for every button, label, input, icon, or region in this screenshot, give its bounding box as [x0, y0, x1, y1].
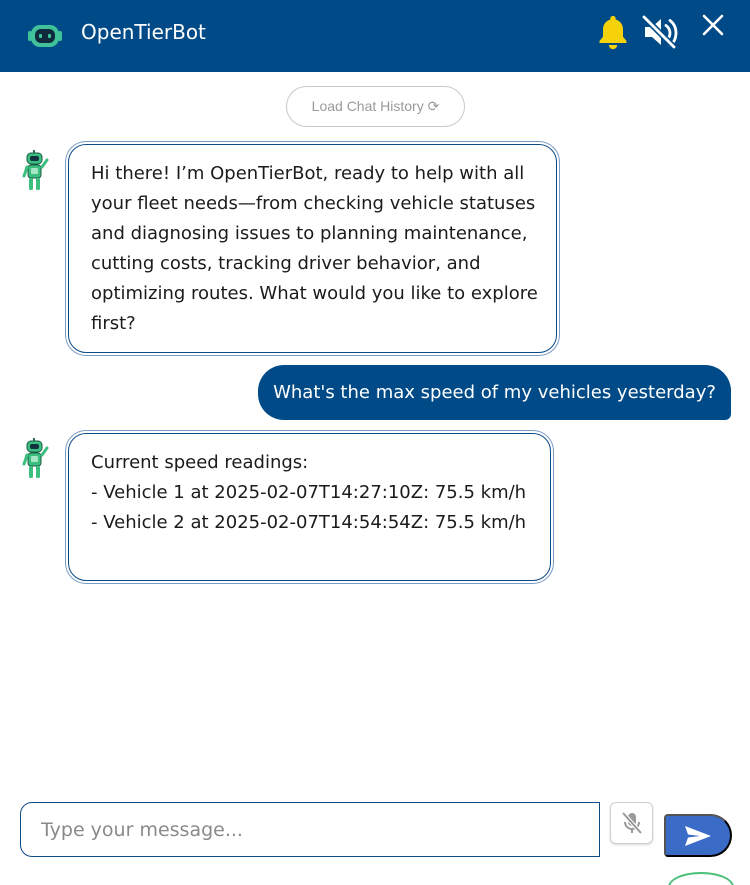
mic-button[interactable] [610, 802, 653, 844]
mic-off-icon [621, 811, 643, 835]
floating-launcher-edge [668, 872, 734, 885]
user-message-text: What's the max speed of my vehicles yesterday? [273, 382, 716, 403]
bot-avatar-icon [22, 438, 50, 480]
bot-message-line: - Vehicle 2 at 2025-02-07T14:54:54Z: 75.5 km/h [91, 512, 527, 533]
message-input-container [20, 802, 600, 857]
bot-message: Hi there! I’m OpenTierBot, ready to help with all your fleet needs—from checking vehicle statuses and diagnosing issues to planning maintenance, cutting costs, tracking driver behavior, and optimizing routes. What would you like to explore first? [68, 144, 557, 353]
message-input[interactable] [21, 803, 599, 856]
speaker-muted-icon[interactable] [640, 13, 678, 51]
send-button[interactable] [664, 814, 732, 857]
chat-header [0, 0, 750, 72]
bell-icon[interactable] [596, 13, 630, 51]
user-message [258, 365, 731, 420]
send-icon [684, 824, 712, 848]
close-icon[interactable] [700, 12, 726, 38]
page-title: OpenTierBot [81, 20, 206, 44]
load-chat-history-button[interactable]: Load Chat History ⟳ [286, 86, 465, 127]
bot-message [68, 433, 551, 581]
robot-icon [27, 24, 63, 48]
bot-message-line: - Vehicle 1 at 2025-02-07T14:27:10Z: 75.5 km/h [91, 482, 527, 503]
bot-avatar-icon [22, 150, 50, 192]
bot-message-line: Current speed readings: [91, 452, 309, 473]
